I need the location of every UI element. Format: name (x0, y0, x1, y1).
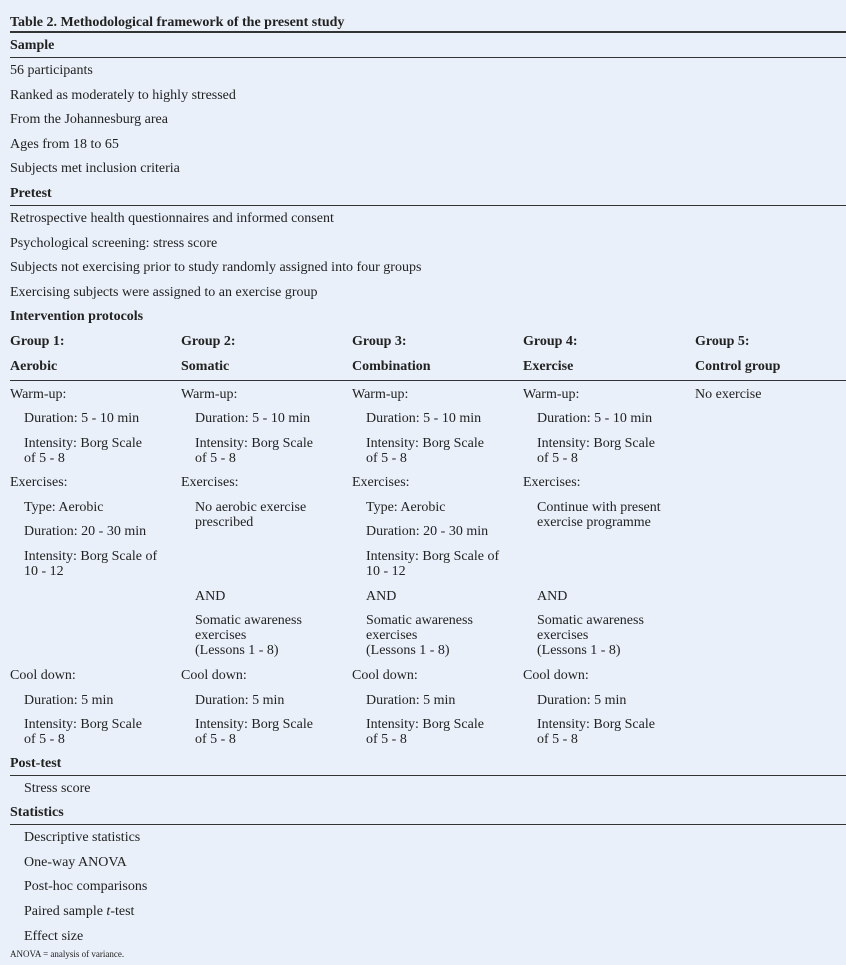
protocol-item: Cool down: (352, 667, 418, 683)
protocol-item: Intensity: Borg Scale of 5 - 8 (195, 435, 313, 466)
protocol-item: Intensity: Borg Scale of 5 - 8 (24, 716, 142, 747)
protocol-item: Exercises: (352, 474, 410, 490)
protocol-item: Warm-up: (523, 386, 580, 402)
protocol-item: Cool down: (10, 667, 76, 683)
posttest-list (10, 776, 846, 801)
protocol-item: Warm-up: (10, 386, 67, 402)
protocol-item: Warm-up: (181, 386, 238, 402)
protocol-item: No exercise (695, 386, 762, 402)
list-item: One-way ANOVA (24, 854, 127, 870)
list-item: Psychological screening: stress score (10, 235, 218, 251)
protocol-item: Somatic awareness exercises (Lessons 1 - 8) (366, 612, 473, 658)
protocol-item: Intensity: Borg Scale of 5 - 8 (366, 716, 484, 747)
group-header: Group 3: Combination (352, 334, 431, 374)
protocol-item: Cool down: (181, 667, 247, 683)
section-heading-sample: Sample (10, 33, 846, 58)
protocol-item: AND (366, 588, 397, 604)
list-item: Subjects met inclusion criteria (10, 161, 180, 177)
protocol-item: Intensity: Borg Scale of 10 - 12 (366, 548, 500, 579)
list-item: Ranked as moderately to highly stressed (10, 87, 236, 103)
group-header: Group 5: Control group (695, 334, 781, 374)
sample-list (10, 58, 846, 181)
protocol-item: Duration: 5 - 10 min (537, 411, 653, 427)
protocol-item: Continue with present exercise programme (537, 499, 661, 530)
protocol-item: Cool down: (523, 667, 589, 683)
group-header: Group 1: Aerobic (10, 334, 65, 374)
protocol-item: Intensity: Borg Scale of 5 - 8 (537, 716, 655, 747)
protocol-item: Duration: 20 - 30 min (366, 523, 489, 539)
protocol-item: AND (195, 588, 226, 604)
list-item: Subjects not exercising prior to study randomly assigned into four groups (10, 260, 422, 276)
protocol-item: Duration: 5 - 10 min (195, 411, 311, 427)
list-item: Effect size (24, 928, 84, 944)
protocol-item: Duration: 5 min (24, 692, 114, 708)
methodology-table (10, 0, 846, 948)
list-item: Post-hoc comparisons (24, 879, 148, 895)
list-item: Stress score (24, 780, 91, 796)
protocol-item: Intensity: Borg Scale of 5 - 8 (24, 435, 142, 466)
list-item: Exercising subjects were assigned to an exercise group (10, 284, 318, 300)
pretest-list (10, 206, 846, 304)
protocol-item: Exercises: (10, 474, 68, 490)
group-header: Group 2: Somatic (181, 334, 236, 374)
protocol-item: Duration: 5 min (537, 692, 627, 708)
section-heading-posttest: Post-test (10, 751, 846, 776)
list-item: Descriptive statistics (24, 830, 141, 846)
protocol-item: Exercises: (523, 474, 581, 490)
section-heading-intervention: Intervention protocols (10, 309, 144, 325)
protocol-item: Somatic awareness exercises (Lessons 1 - 8) (537, 612, 644, 658)
protocol-item: Intensity: Borg Scale of 5 - 8 (195, 716, 313, 747)
protocol-item: Duration: 20 - 30 min (24, 523, 147, 539)
protocol-item: Type: Aerobic (24, 499, 104, 515)
protocol-item: Exercises: (181, 474, 239, 490)
group-headers (10, 329, 846, 380)
list-item (10, 899, 846, 924)
protocol-item: Intensity: Borg Scale of 5 - 8 (366, 435, 484, 466)
protocol-item: Duration: 5 min (195, 692, 285, 708)
item-label: Paired sample t-test (24, 903, 135, 919)
group-protocols (10, 381, 846, 751)
protocol-item: Duration: 5 - 10 min (366, 411, 482, 427)
statistics-list (10, 825, 846, 948)
protocol-item: Duration: 5 - 10 min (24, 411, 140, 427)
protocol-item: Type: Aerobic (366, 499, 446, 515)
section-heading-statistics: Statistics (10, 800, 846, 825)
table-title: Table 2. Methodological framework of the present study (10, 0, 846, 33)
list-item: Retrospective health questionnaires and informed consent (10, 210, 334, 226)
list-item: Ages from 18 to 65 (10, 136, 119, 152)
protocol-item: Intensity: Borg Scale of 10 - 12 (24, 548, 158, 579)
protocol-item: Warm-up: (352, 386, 409, 402)
group-header: Group 4: Exercise (523, 334, 578, 374)
table-footnote: ANOVA = analysis of variance. (10, 949, 125, 959)
protocol-item: AND (537, 588, 568, 604)
protocol-item: Somatic awareness exercises (Lessons 1 - 8) (195, 612, 302, 658)
protocol-item: Intensity: Borg Scale of 5 - 8 (537, 435, 655, 466)
protocol-item: Duration: 5 min (366, 692, 456, 708)
protocol-item: No aerobic exercise prescribed (195, 499, 307, 530)
list-item: From the Johannesburg area (10, 112, 168, 128)
section-heading-pretest: Pretest (10, 181, 846, 206)
list-item: 56 participants (10, 63, 93, 78)
